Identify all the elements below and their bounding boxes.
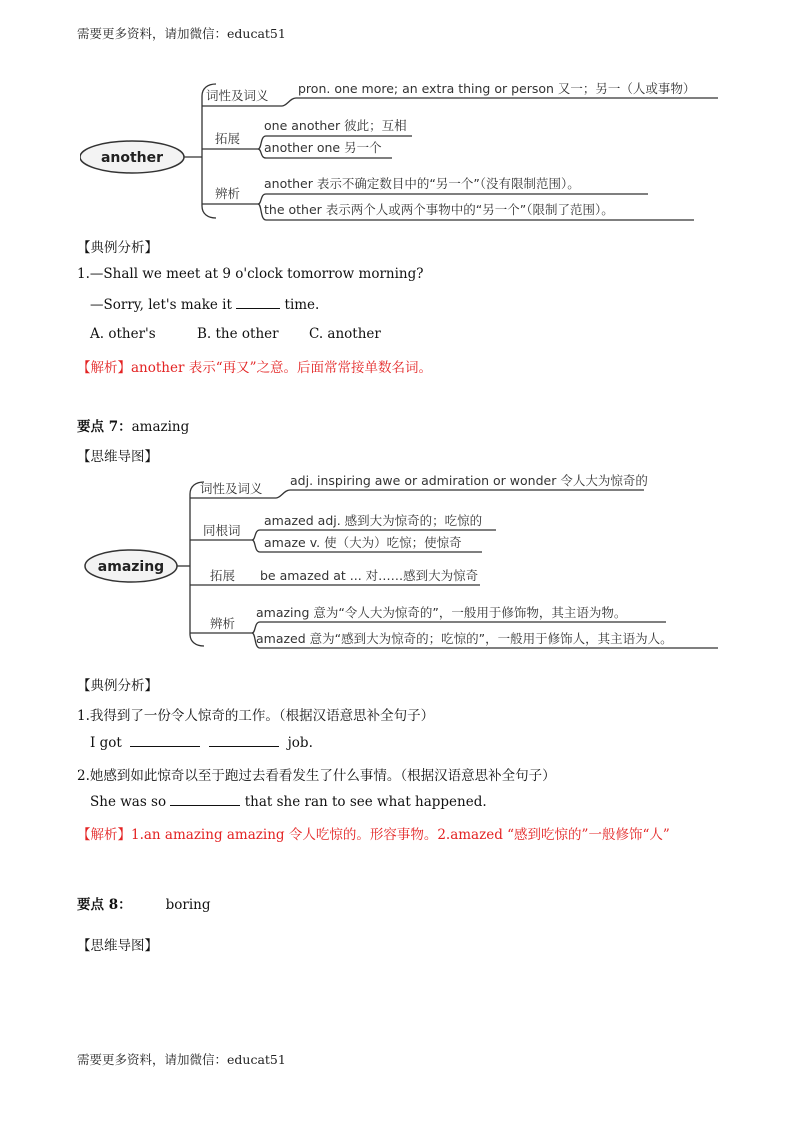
mindmap-center-amazing: amazing <box>97 559 165 575</box>
mindmap-amazing <box>84 468 734 658</box>
sentence-after: job. <box>287 735 313 751</box>
reply-text-after: time. <box>284 297 320 313</box>
analysis-tag: 【解析】 <box>77 360 131 376</box>
sentence-before: I got <box>90 735 122 751</box>
branch-label-pos: 词性及词义 <box>206 88 269 103</box>
option-a: A. other's <box>90 326 156 342</box>
point-7-title <box>77 415 189 435</box>
mindmap-heading: 【思维导图】 <box>77 938 158 954</box>
branch-label-extension: 拓展 <box>210 568 236 583</box>
leaf-another-one: another one 另一个 <box>264 140 382 155</box>
sentence-before: She was so <box>90 794 167 810</box>
point-word: amazing <box>131 419 190 435</box>
point-label: 要点 8： <box>77 897 132 913</box>
leaf-amazed: amazed adj. 感到大为惊奇的；吃惊的 <box>264 513 483 528</box>
analysis-1 <box>77 356 432 376</box>
question-1: 1.—Shall we meet at 9 o'clock tomorrow morning? <box>77 266 424 282</box>
leaf-the-other-distinction: the other 表示两个人或两个事物中的“另一个”（限制了范围）。 <box>264 202 614 217</box>
example-heading: 【典例分析】 <box>77 240 158 256</box>
point-label: 要点 7： <box>77 419 132 435</box>
branch-label-cognates: 同根词 <box>203 523 241 538</box>
reply-text-before: —Sorry, let's make it <box>90 297 232 313</box>
leaf-amazing-distinction: amazing 意为“令人大为惊奇的”，一般用于修饰物，其主语为物。 <box>256 605 627 620</box>
option-b: B. the other <box>197 326 279 342</box>
answer-blank-1[interactable] <box>130 734 200 747</box>
mindmap-another <box>80 76 730 226</box>
answer-blank[interactable] <box>170 793 240 806</box>
answer-blank-2[interactable] <box>209 734 279 747</box>
leaf-amazed-distinction: amazed 意为“感到大为惊奇的；吃惊的”，一般用于修饰人，其主语为人。 <box>256 631 673 646</box>
example-heading: 【典例分析】 <box>77 678 158 694</box>
page-footer: 需要更多资料，请加微信：educat51 <box>77 1052 286 1067</box>
question-2-sentence <box>90 793 487 810</box>
leaf-be-amazed-at: be amazed at ... 对……感到大为惊奇 <box>260 568 479 583</box>
option-c: C. another <box>309 326 381 342</box>
branch-label-distinction: 辨析 <box>215 186 241 201</box>
branch-label-extension: 拓展 <box>215 131 241 146</box>
branch-label-pos: 词性及词义 <box>200 481 263 496</box>
sentence-after: that she ran to see what happened. <box>244 794 487 810</box>
leaf-definition: adj. inspiring awe or admiration or wonder 令人大为惊奇的 <box>290 473 648 488</box>
analysis-text: another 表示“再又”之意。后面常常接单数名词。 <box>131 360 433 376</box>
analysis-2 <box>77 823 670 843</box>
branch-label-distinction: 辨析 <box>210 616 236 631</box>
leaf-amaze: amaze v. 使（大为）吃惊；使惊奇 <box>264 535 462 550</box>
point-8-title <box>77 893 210 913</box>
answer-blank[interactable] <box>236 296 280 309</box>
question-1-sentence <box>90 734 313 751</box>
question-2: 2.她感到如此惊奇以至于跑过去看看发生了什么事情。（根据汉语意思补全句子） <box>77 768 556 784</box>
page-header: 需要更多资料，请加微信：educat51 <box>77 26 286 41</box>
point-word: boring <box>165 897 211 913</box>
question-1: 1.我得到了一份令人惊奇的工作。（根据汉语意思补全句子） <box>77 708 435 724</box>
leaf-one-another: one another 彼此；互相 <box>264 118 407 133</box>
leaf-definition: pron. one more; an extra thing or person 又一；另一（人或事物） <box>298 81 696 96</box>
leaf-another-distinction: another 表示不确定数目中的“另一个”（没有限制范围）。 <box>264 176 580 191</box>
question-1-reply <box>90 296 319 313</box>
analysis-text: 1.an amazing amazing 令人吃惊的。形容事物。2.amazed “感到吃惊的”一般修饰“人” <box>131 827 670 843</box>
mindmap-heading: 【思维导图】 <box>77 449 158 465</box>
analysis-tag: 【解析】 <box>77 827 131 843</box>
mindmap-center-another: another <box>100 150 164 166</box>
